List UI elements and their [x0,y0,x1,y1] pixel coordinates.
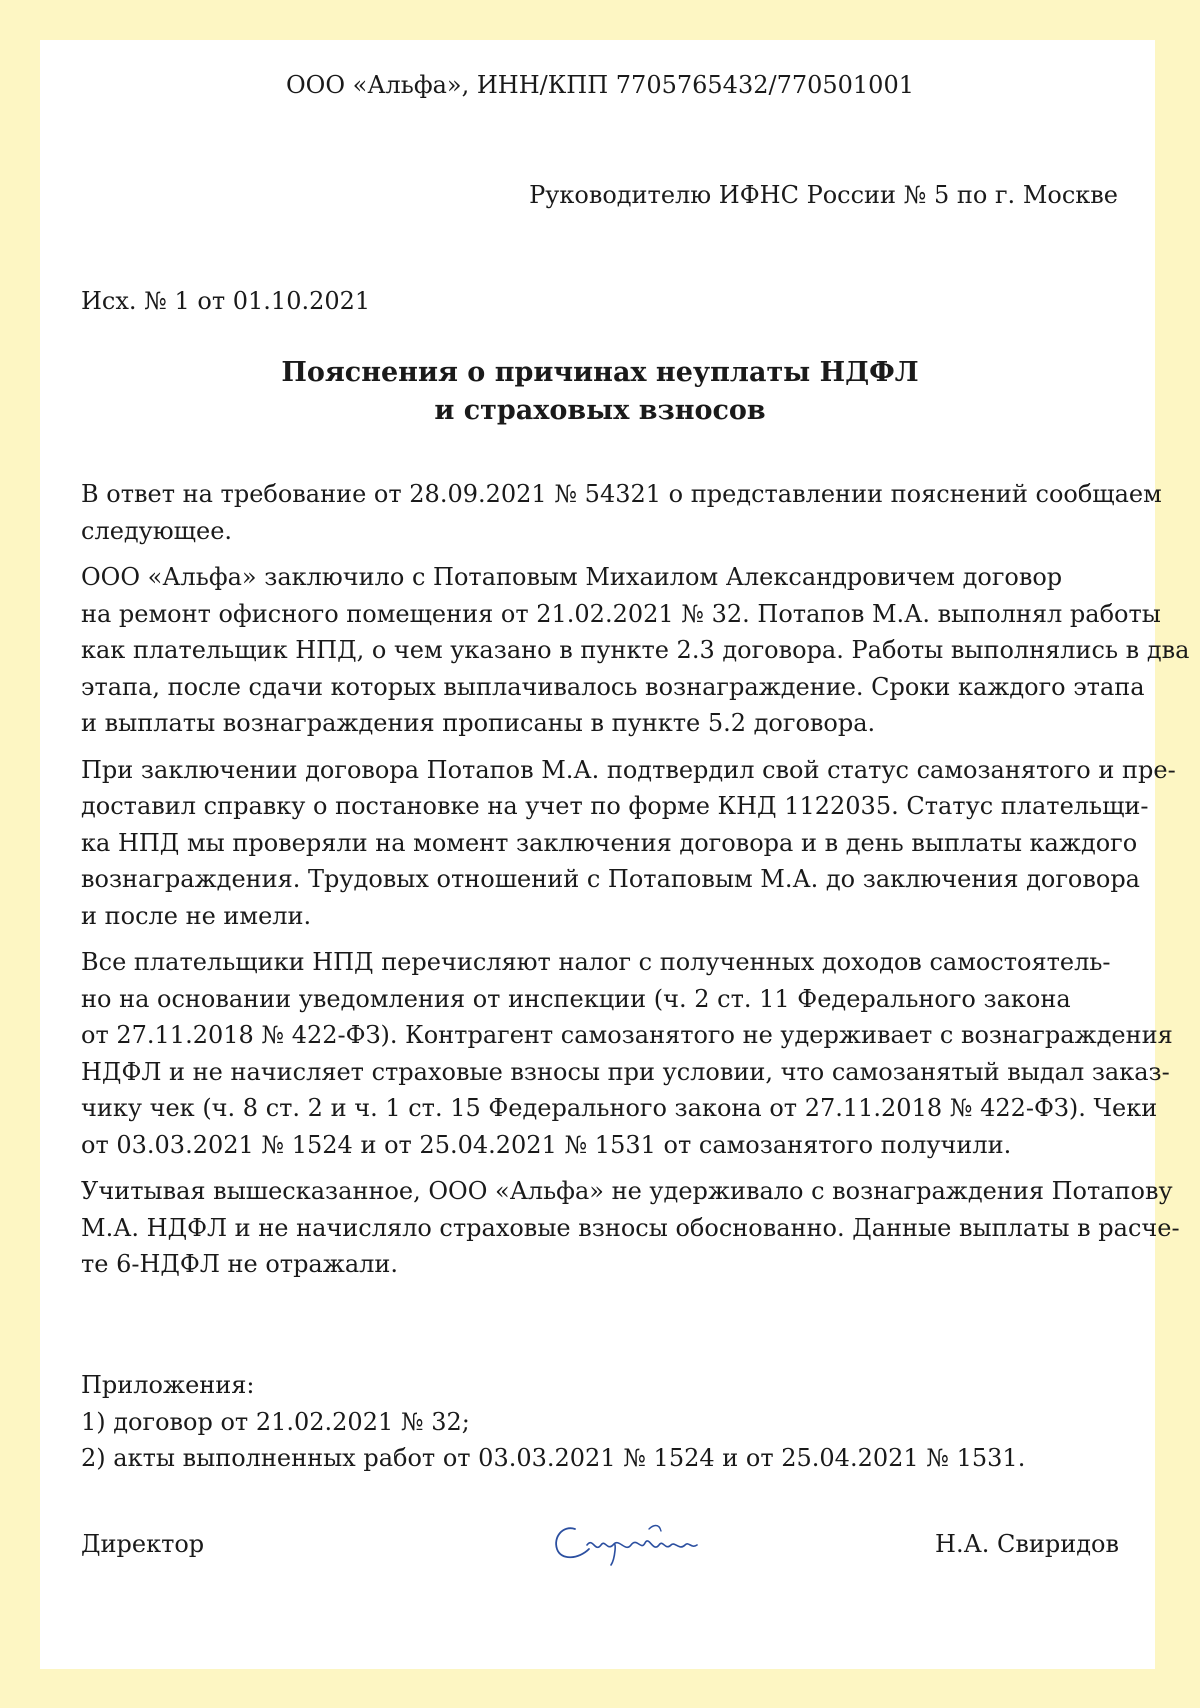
title-line-1: Пояснения о причинах неуплаты НДФЛ [281,357,919,388]
title-line-2: и страховых взносов [434,395,766,426]
paragraph-line: чику чек (ч. 8 ст. 2 и ч. 1 ст. 15 Федерального закона от 27.11.2018 № 422-ФЗ). Чеки [81,1094,1158,1122]
paragraph-line: от 27.11.2018 № 422-ФЗ). Контрагент самозанятого не удерживает с вознаграждения [81,1021,1173,1049]
paragraph-line: этапа, после сдачи которых выплачивалось вознаграждение. Сроки каждого этапа [81,672,1145,701]
paragraph-line: от 03.03.2021 № 1524 и от 25.04.2021 № 1531 от самозанятого получили. [81,1130,1012,1159]
paragraph-line: В ответ на требование от 28.09.2021 № 54321 о представлении пояснений сообщаем [81,480,1162,508]
recipient-line: Руководителю ИФНС России № 5 по г. Москве [529,181,1118,209]
paragraph-line: НДФЛ и не начисляет страховые взносы при условии, что самозанятый выдал заказ- [81,1057,1170,1086]
paragraph-line: и после не имели. [81,901,312,930]
paragraph-line: но на основании уведомления от инспекции (ч. 2 ст. 11 Федерального закона [81,984,1071,1013]
organization-header: ООО «Альфа», ИНН/КПП 7705765432/770501001 [285,71,914,99]
paragraph-1 [81,476,1162,549]
attachment-item: 1) договор от 21.02.2021 № 32; [81,1407,470,1436]
paragraph-line: ООО «Альфа» заключило с Потаповым Михаилом Александровичем договор [81,563,1063,591]
document-body [81,476,1190,1293]
document-title [0,354,1200,430]
paragraph-line: При заключении договора Потапов М.А. подтвердил свой статус самозанятого и пре- [81,755,1176,784]
paragraph-line: Учитывая вышесказанное, ООО «Альфа» не удерживало с вознаграждения Потапову [81,1177,1173,1205]
paragraph-line: те 6-НДФЛ не отражали. [81,1250,398,1278]
signatory-position: Директор [81,1530,205,1558]
paragraph-line: доставил справку о постановке на учет по форме КНД 1122035. Статус плательщи- [81,792,1149,820]
outgoing-number: Исх. № 1 от 01.10.2021 [81,287,371,315]
signature-row [81,1525,1119,1565]
paragraph-2 [81,559,1190,742]
signatory-name: Н.А. Свиридов [935,1530,1119,1558]
paragraph-line: М.А. НДФЛ и не начисляло страховые взносы обоснованно. Данные выплаты в расче- [81,1213,1180,1242]
paragraph-line: Все плательщики НПД перечисляют налог с полученных доходов самостоятель- [81,948,1111,976]
paragraph-line: следующее. [81,516,233,545]
paragraph-line: и выплаты вознаграждения прописаны в пункте 5.2 договора. [81,709,876,737]
paragraph-line: вознаграждения. Трудовых отношений с Потаповым М.А. до заключения договора [81,865,1140,893]
handwritten-signature [549,1515,709,1569]
paragraph-3 [81,752,1176,935]
paragraph-line: на ремонт офисного помещения от 21.02.2021 № 32. Потапов М.А. выполнял работы [81,599,1161,628]
attachments-heading: Приложения: [81,1371,255,1399]
paragraph-5 [81,1173,1180,1283]
paragraph-line: ка НПД мы проверяли на момент заключения договора и в день выплаты каждого [81,828,1138,857]
paragraph-4 [81,944,1173,1163]
paragraph-line: как плательщик НПД, о чем указано в пункте 2.3 договора. Работы выполнялись в два [81,636,1190,664]
attachments-block [81,1367,1121,1477]
attachment-item: 2) акты выполненных работ от 03.03.2021 № 1524 и от 25.04.2021 № 1531. [81,1444,1026,1472]
